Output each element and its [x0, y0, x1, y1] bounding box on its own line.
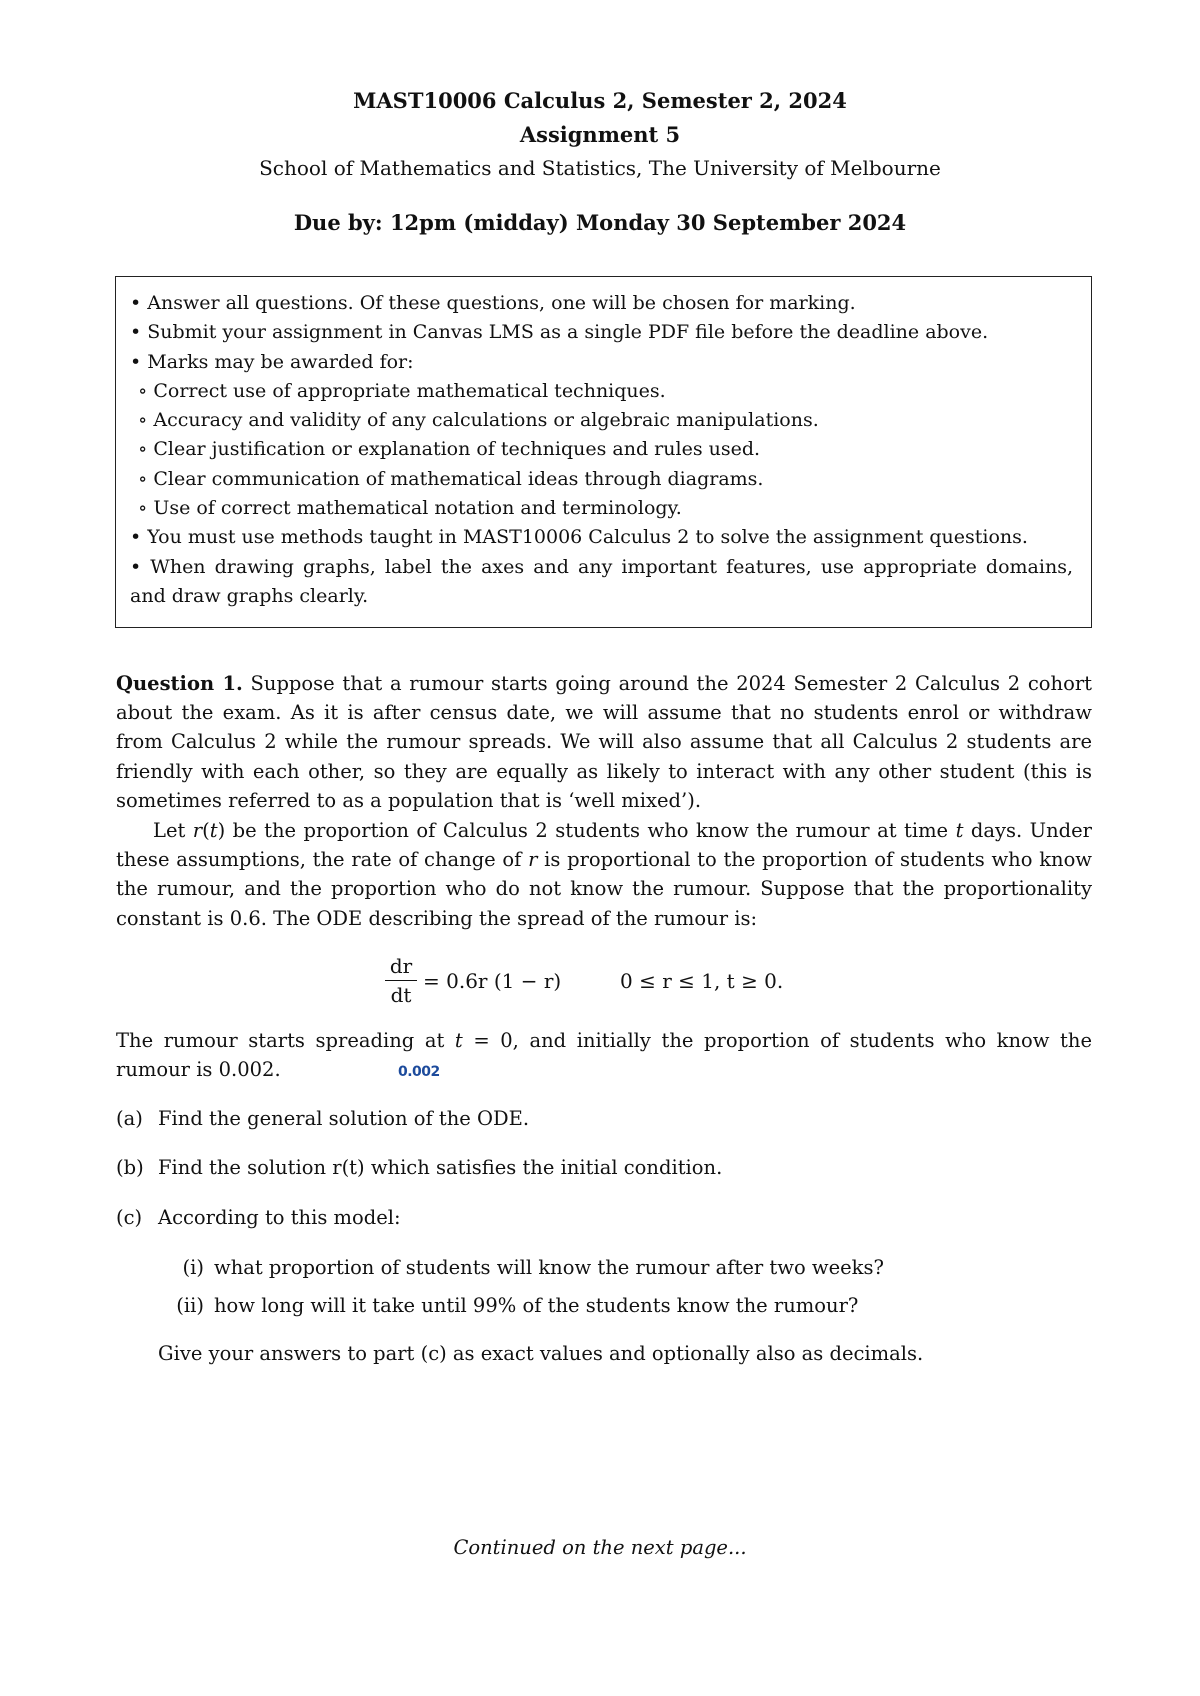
part-text: Find the general solution of the ODE. [158, 1107, 530, 1130]
fraction-bar [385, 980, 417, 981]
rule-item: • When drawing graphs, label the axes and any important features, use appropriate domains, and draw graphs clearly. [130, 555, 1073, 607]
rule-item: • Answer all questions. Of these questions, one will be chosen for marking. [130, 292, 856, 314]
question-1-label: Question 1. [116, 672, 243, 695]
part-text: Find the solution r(t) which satisfies the initial condition. [158, 1156, 723, 1179]
subpart-text: how long will it take until 99% of the students know the rumour? [214, 1294, 859, 1317]
math-var: t [955, 819, 964, 842]
equation-rhs: = 0.6r (1 − r) [423, 969, 562, 993]
part-text: According to this model: [158, 1206, 401, 1229]
question-1-model-paragraph [116, 816, 1092, 933]
subpart-label: (i) [182, 1256, 204, 1279]
text-run: ) be the proportion of Calculus 2 students who know the rumour at time [217, 819, 956, 842]
initial-condition-paragraph [116, 1026, 1092, 1084]
text-run: days. Under these assumptions, the rate of change of [116, 819, 1092, 872]
due-date: Due by: 12pm (midday) Monday 30 September 2024 [293, 210, 907, 235]
fraction-denominator: dt [390, 983, 412, 1007]
math-var: t [454, 1029, 463, 1052]
part-b [116, 1156, 722, 1179]
part-c [116, 1206, 401, 1229]
continued-footer: Continued on the next page... [453, 1536, 747, 1559]
rule-item: • Submit your assignment in Canvas LMS as a single PDF file before the deadline above. [130, 321, 989, 344]
course-title: MAST10006 Calculus 2, Semester 2, 2024 [353, 88, 847, 113]
text-run: Let [153, 819, 193, 842]
rule-subitem: ∘ Correct use of appropriate mathematical techniques. [138, 379, 666, 402]
handwritten-annotation: 0.002 [398, 1064, 440, 1080]
part-label: (c) [116, 1206, 143, 1229]
part-label: (a) [116, 1107, 143, 1130]
text-run: = 0, and initially the proportion of students who know the rumour is 0.002. [116, 1029, 1092, 1082]
rule-subitem: ∘ Clear justification or explanation of techniques and rules used. [138, 438, 761, 461]
rule-item: • You must use methods taught in MAST10006 Calculus 2 to solve the assignment questions. [130, 526, 1028, 549]
rule-subitem: ∘ Accuracy and validity of any calculations or algebraic manipulations. [138, 409, 819, 432]
fraction-numerator: dr [389, 954, 413, 978]
answer-format-instruction: Give your answers to part (c) as exact values and optionally also as decimals. [158, 1342, 924, 1365]
ode-equation [0, 953, 1200, 1013]
math-var: t [209, 819, 218, 842]
part-c-i [160, 1256, 884, 1279]
math-var: r [192, 819, 203, 842]
text-run: The rumour starts spreading at [116, 1029, 455, 1052]
question-1-intro [116, 669, 1092, 815]
rule-subitem: ∘ Use of correct mathematical notation and terminology. [138, 497, 682, 520]
text-run: is proportional to the proportion of students who know the rumour, and the proportion who do not know the rumour. Suppose that the proportionality constant is 0.6. The ODE describing the spread of the rumour is: [116, 848, 1092, 930]
text-run: ( [202, 819, 210, 842]
assignment-title: Assignment 5 [519, 122, 681, 147]
intro-text: Suppose that a rumour starts going around the 2024 Semester 2 Calculus 2 cohort about the exam. As it is after census date, we will assume that no students enrol or withdraw from Calculus 2 while the rumour spreads. We will also assume that all Calculus 2 students are friendly with each other, so they are equally as likely to interact with any other student (this is sometimes referred to as a population that is ‘well mixed’). [116, 672, 1093, 812]
derivative-fraction [385, 953, 417, 1008]
subpart-label: (ii) [176, 1294, 204, 1317]
instructions-box [115, 276, 1092, 628]
part-c-ii [160, 1294, 858, 1317]
math-var: r [528, 848, 538, 872]
part-a [116, 1107, 529, 1130]
school-name: School of Mathematics and Statistics, The University of Melbourne [259, 156, 941, 180]
rule-item: • Marks may be awarded for: [130, 350, 414, 373]
subpart-text: what proportion of students will know the rumour after two weeks? [214, 1256, 884, 1279]
part-label: (b) [116, 1156, 144, 1179]
rule-subitem: ∘ Clear communication of mathematical ideas through diagrams. [138, 467, 764, 490]
equation-conditions: 0 ≤ r ≤ 1, t ≥ 0. [620, 969, 784, 993]
